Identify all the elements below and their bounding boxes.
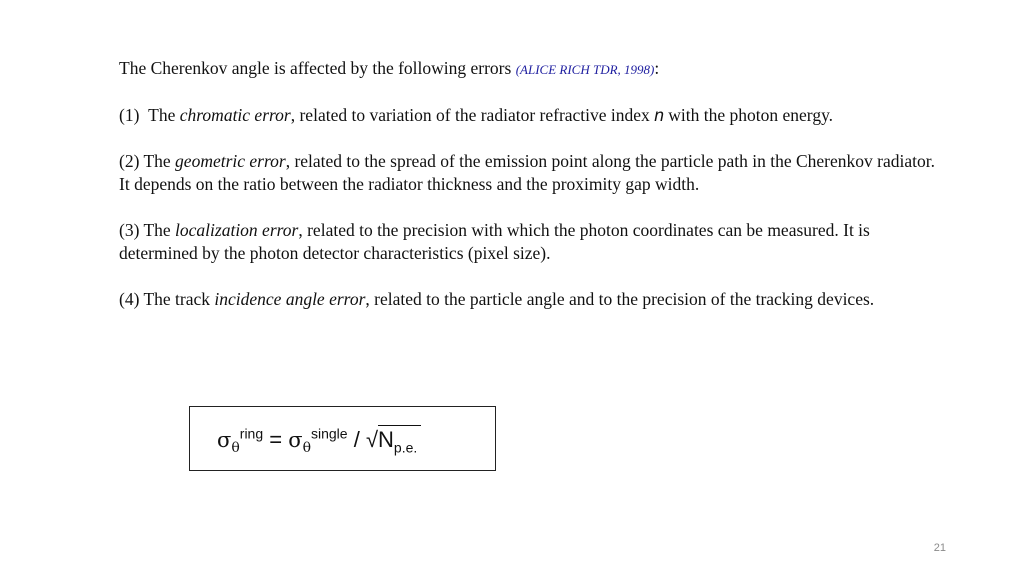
- item-prefix: (3) The: [119, 220, 176, 240]
- item-text: , related to the precision with which the photon coordinates can be measured. It is determined by the photon detector characteristics (pixel size).: [119, 220, 870, 263]
- error-item-incidence: [119, 288, 939, 311]
- item-term: geometric error: [175, 151, 286, 171]
- item-text: , related to the particle angle and to the precision of the tracking devices.: [365, 289, 875, 309]
- intro-text: The Cherenkov angle is affected by the following errors: [119, 58, 516, 78]
- pe-subscript: p.e.: [393, 439, 418, 456]
- item-text-end: with the photon energy.: [663, 105, 834, 125]
- radicand: [378, 425, 421, 456]
- error-item-chromatic: [119, 104, 939, 127]
- sigma-symbol: σ: [288, 428, 303, 452]
- theta-subscript: θ: [302, 440, 311, 457]
- intro-colon: :: [654, 58, 660, 78]
- theta-subscript: θ: [231, 440, 240, 457]
- intro-paragraph: [119, 57, 939, 81]
- sigma-symbol: σ: [217, 428, 232, 452]
- page-number: 21: [933, 542, 946, 554]
- item-term: chromatic error: [179, 105, 291, 125]
- citation: (ALICE RICH TDR, 1998): [515, 62, 655, 77]
- formula-box: [189, 406, 496, 471]
- square-root-symbol: √: [365, 427, 379, 452]
- item-prefix: (4) The track: [119, 289, 215, 309]
- item-prefix: (2) The: [119, 151, 176, 171]
- ring-resolution-formula: [217, 425, 421, 457]
- divide-sign: /: [347, 427, 366, 452]
- single-superscript: single: [311, 425, 348, 442]
- error-item-geometric: [119, 150, 939, 196]
- equals-sign: =: [263, 427, 289, 452]
- photoelectron-count: N: [378, 427, 394, 452]
- body-text: [119, 57, 939, 334]
- item-prefix: (1) The: [119, 105, 180, 125]
- item-text: , related to the spread of the emission point along the particle path in the Cherenkov radiator. It depends on the ratio between the radiator thickness and the proximity gap width.: [119, 151, 935, 194]
- item-text: , related to variation of the radiator refractive index: [290, 105, 655, 125]
- item-term: localization error: [175, 220, 299, 240]
- refractive-index-variable: n: [654, 105, 664, 125]
- item-term: incidence angle error: [214, 289, 366, 309]
- ring-superscript: ring: [239, 425, 264, 442]
- error-item-localization: [119, 219, 939, 265]
